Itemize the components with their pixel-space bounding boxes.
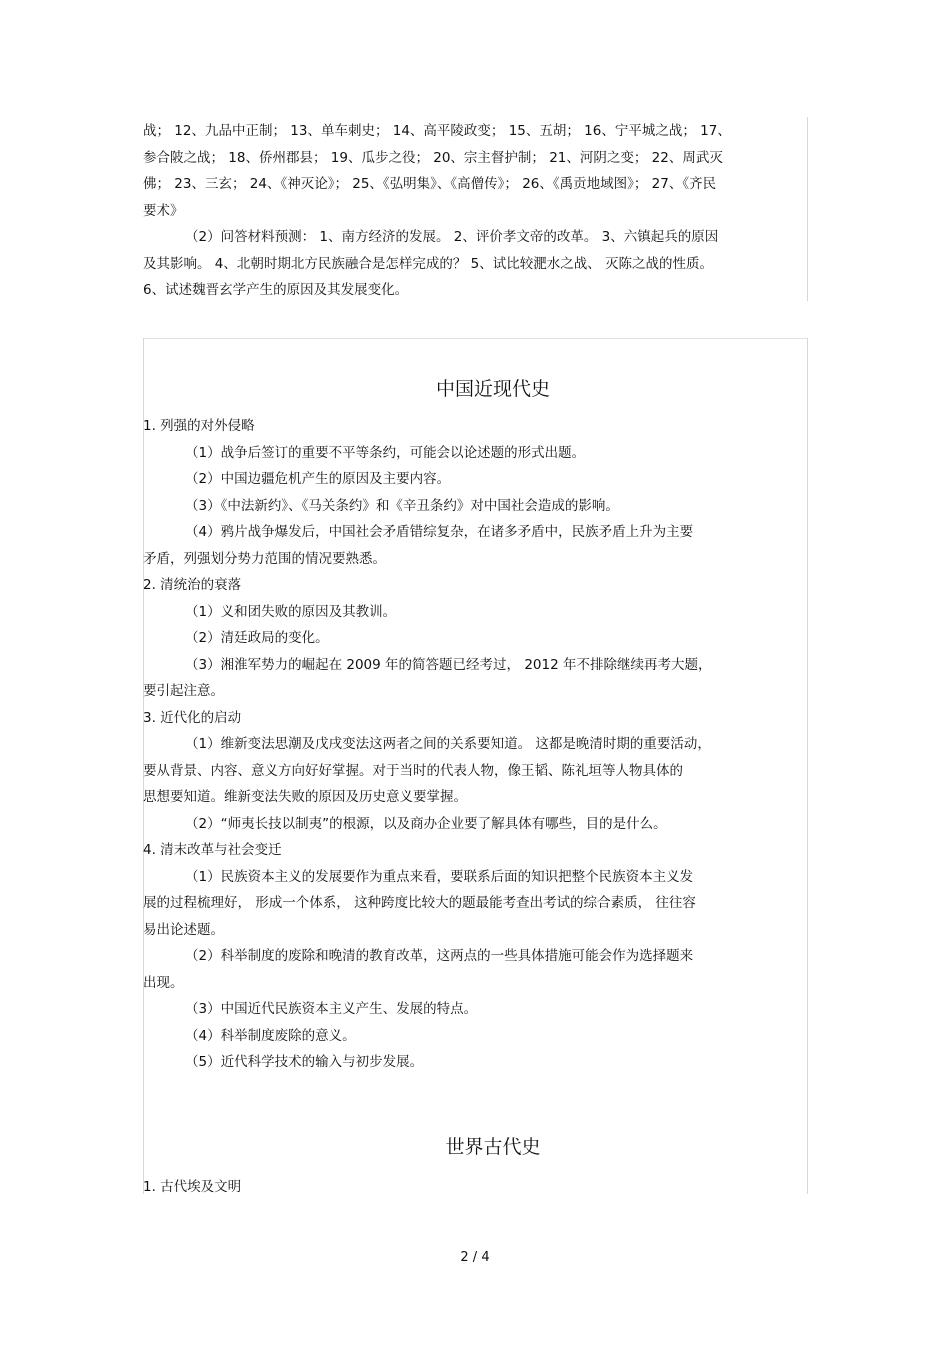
top-line-1: 战； 12、九品中正制； 13、单车刺史； 14、高平陵政变； 15、五胡； 16、宁平城之战； 17、 <box>143 123 731 139</box>
question-line-1: （2）问答材料预测： 1、南方经济的发展。 2、评价孝文帝的改革。 3、六镇起兵的原因 <box>185 229 719 245</box>
list-item: （3）《中法新约》、《马关条约》和《辛丑条约》对中国社会造成的影响。 <box>185 497 619 514</box>
section-title: 世界古代史 <box>445 1136 541 1158</box>
heading-1: 1. 古代埃及文明 <box>143 1179 242 1195</box>
list-item-cont: 要从背景、内容、意义方向好好掌握。对于当时的代表人物，像王韬、陈礼垣等人物具体的 <box>143 762 683 779</box>
list-item-cont: 要引起注意。 <box>143 683 224 699</box>
list-item-cont: 矛盾，列强划分势力范围的情况要熟悉。 <box>143 550 386 567</box>
list-item: （2）清廷政局的变化。 <box>185 630 329 646</box>
list-item: （3）中国近代民族资本主义产生、发展的特点。 <box>185 1001 478 1017</box>
list-item: （2）科举制度的废除和晚清的教育改革，这两点的一些具体措施可能会作为选择题来 <box>185 948 694 964</box>
heading-2: 2. 清统治的衰落 <box>143 577 242 593</box>
section-border-top <box>143 338 808 339</box>
section-title: 中国近现代史 <box>435 378 550 400</box>
list-item-cont: 思想要知道。维新变法失败的原因及历史意义要掌握。 <box>143 789 467 805</box>
list-item-cont: 展的过程梳理好， 形成一个体系， 这种跨度比较大的题最能考查出考试的综合素质， 往往容 <box>143 895 696 911</box>
list-item: （4）科举制度废除的意义。 <box>185 1027 356 1044</box>
list-item: （2）“师夷长技以制夷”的根源，以及商办企业要了解具体有哪些，目的是什么。 <box>185 815 667 832</box>
list-item: （1）维新变法思潮及戊戌变法这两者之间的关系要知道。 这都是晚清时期的重要活动， <box>185 736 711 752</box>
heading-3: 3. 近代化的启动 <box>143 709 242 726</box>
list-item: （1）民族资本主义的发展要作为重点来看，要联系后面的知识把整个民族资本主义发 <box>185 868 694 885</box>
top-line-4: 要术》 <box>143 202 184 219</box>
list-item-cont: 易出论述题。 <box>143 921 224 938</box>
list-item-cont: 出现。 <box>143 974 184 991</box>
question-line-2: 及其影响。 4、北朝时期北方民族融合是怎样完成的？ 5、试比较淝水之战、 灭陈之战的性质。 <box>143 255 714 272</box>
list-item: （1）战争后签订的重要不平等条约，可能会以论述题的形式出题。 <box>185 444 586 461</box>
top-line-3: 佛； 23、三玄； 24、《神灭论》； 25、《弘明集》、《高僧传》； 26、《禹贡地域图》； 27、《齐民 <box>143 176 717 192</box>
page-number: 2 / 4 <box>460 1250 490 1265</box>
heading-4: 4. 清末改革与社会变迁 <box>143 842 282 858</box>
list-item: （1）义和团失败的原因及其教训。 <box>185 603 397 620</box>
list-item: （5）近代科学技术的输入与初步发展。 <box>185 1054 424 1070</box>
question-line-3: 6、试述魏晋玄学产生的原因及其发展变化。 <box>143 282 409 298</box>
list-item: （4）鸦片战争爆发后，中国社会矛盾错综复杂，在诸多矛盾中，民族矛盾上升为主要 <box>185 524 694 540</box>
list-item: （3）湘淮军势力的崛起在 2009 年的简答题已经考过， 2012 年不排除继续再考大题， <box>185 656 712 673</box>
heading-1: 1. 列强的对外侵略 <box>143 418 255 434</box>
top-line-2: 参合陂之战； 18、侨州郡县； 19、瓜步之役； 20、宗主督护制； 21、河阴之变； 22、周武灭 <box>143 149 723 166</box>
list-item: （2）中国边疆危机产生的原因及主要内容。 <box>185 471 451 487</box>
